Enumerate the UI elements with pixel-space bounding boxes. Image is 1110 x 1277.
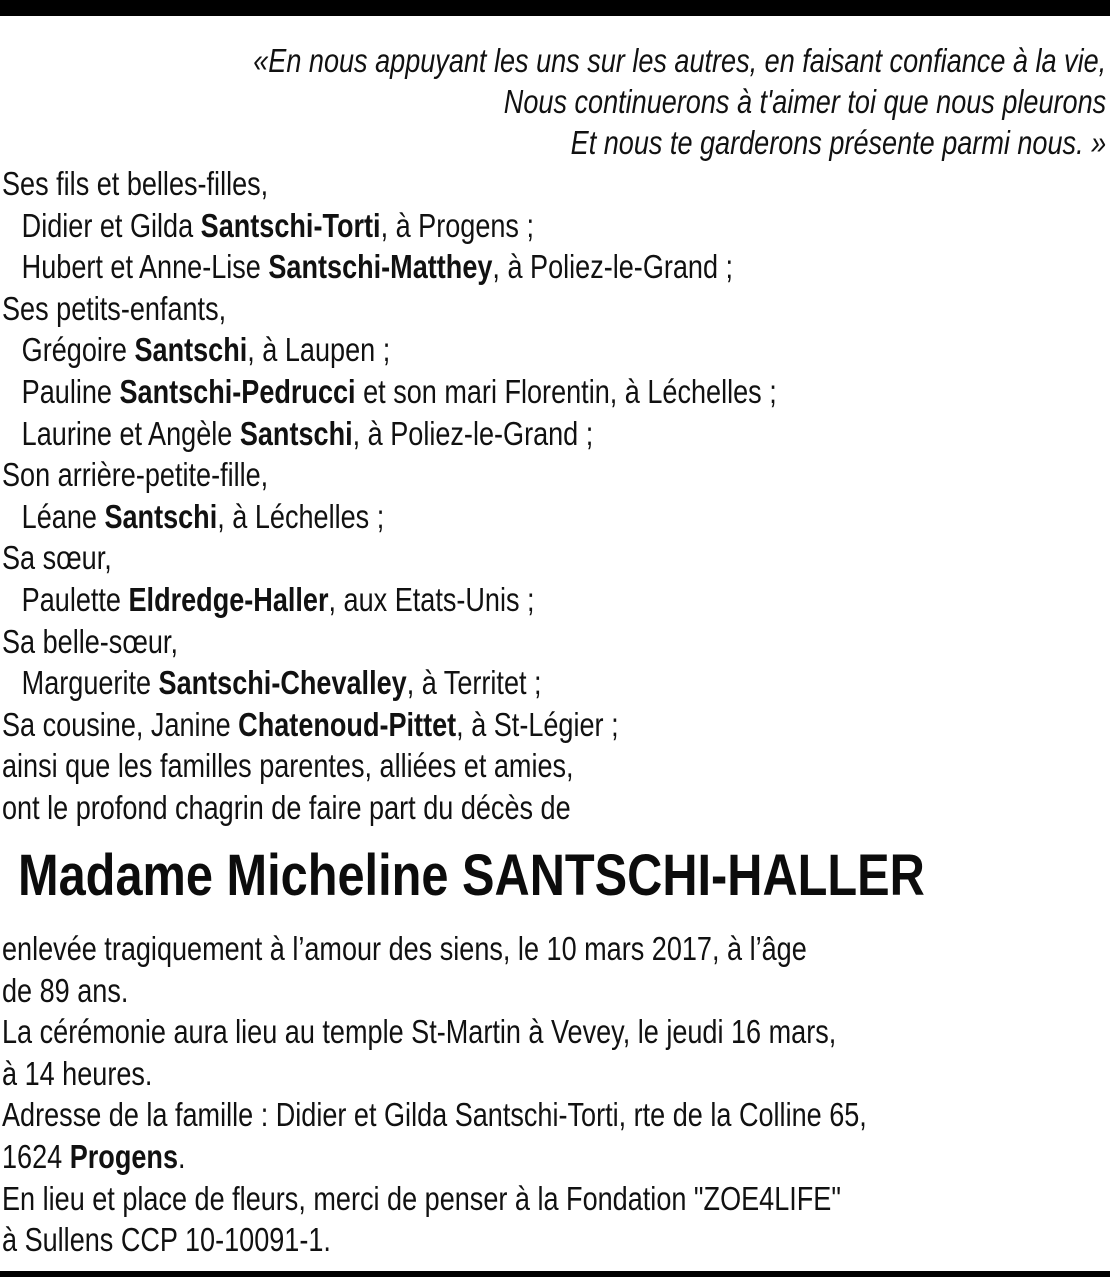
postal-code: 1624 — [2, 1137, 70, 1175]
member-location: , à Poliez-le-Grand ; — [492, 248, 734, 286]
details-line — [2, 1136, 867, 1178]
member-location: , aux Etats-Unis ; — [328, 580, 535, 618]
member-location: , à Léchelles ; — [217, 497, 385, 535]
member-first-names: Pauline — [21, 372, 120, 410]
grandchildren-heading: Ses petits-enfants, — [2, 289, 227, 327]
details-line: de 89 ans. — [2, 971, 129, 1009]
member-surname: Chatenoud-Pittet — [238, 705, 457, 743]
sister-in-law-heading: Sa belle-sœur, — [2, 622, 178, 660]
punctuation: . — [178, 1137, 186, 1175]
cousin-line — [2, 704, 777, 746]
closing-line: ainsi que les familles parentes, alliées et amies, — [2, 747, 574, 785]
deceased-name: Madame Micheline SANTSCHI-HALLER — [18, 843, 925, 908]
member-first-names: Paulette — [21, 580, 129, 618]
member-first-names: Hubert et Anne-Lise — [21, 248, 269, 286]
epigraph-quote — [253, 40, 1106, 163]
details-line: à 14 heures. — [2, 1054, 153, 1092]
member-surname: Santschi — [239, 414, 353, 452]
details-line: En lieu et place de fleurs, merci de penser à la Fondation "ZOE4LIFE" — [2, 1179, 841, 1217]
sister-heading: Sa sœur, — [2, 539, 112, 577]
town-name: Progens — [69, 1137, 179, 1175]
family-member — [2, 246, 777, 288]
member-location: , à Laupen ; — [247, 331, 391, 369]
member-surname: Eldredge-Haller — [128, 580, 329, 618]
member-surname: Santschi — [104, 497, 218, 535]
quote-line: «En nous appuyant les uns sur les autres, en faisant confiance à la vie, — [253, 42, 1106, 79]
details-line: enlevée tragiquement à l’amour des siens, le 10 mars 2017, à l’âge — [2, 930, 807, 967]
details-line: à Sullens CCP 10-10091-1. — [2, 1221, 331, 1259]
member-surname: Santschi-Matthey — [268, 248, 493, 286]
member-surname: Santschi-Torti — [200, 206, 381, 244]
member-surname: Santschi-Chevalley — [158, 664, 407, 702]
family-member — [2, 413, 777, 455]
member-location: et son mari Florentin, à Léchelles ; — [355, 372, 777, 410]
family-member — [2, 329, 777, 371]
family-list — [2, 163, 777, 829]
family-member — [2, 662, 777, 704]
family-member — [2, 579, 777, 621]
great-grandchild-heading: Son arrière-petite-fille, — [2, 456, 269, 494]
closing-line: ont le profond chagrin de faire part du décès de — [2, 788, 571, 826]
member-first-names: Grégoire — [21, 331, 135, 369]
member-location: , à Progens ; — [380, 206, 535, 244]
member-location: , à Poliez-le-Grand ; — [352, 414, 594, 452]
member-location: , à Territet ; — [406, 664, 542, 702]
bottom-rule — [0, 1271, 1110, 1277]
member-first-names: Léane — [21, 497, 105, 535]
family-member — [2, 496, 777, 538]
member-first-names: Laurine et Angèle — [21, 414, 240, 452]
family-member — [2, 205, 777, 247]
top-rule — [0, 0, 1110, 16]
details-line: La cérémonie aura lieu au temple St-Martin à Vevey, le jeudi 16 mars, — [2, 1013, 837, 1051]
family-member — [2, 371, 777, 413]
member-location: , à St-Légier ; — [456, 705, 619, 743]
sons-heading: Ses fils et belles-filles, — [2, 165, 269, 202]
member-surname: Santschi — [134, 331, 248, 369]
quote-line: Nous continuerons à t'aimer toi que nous pleurons — [503, 83, 1106, 120]
funeral-details — [2, 928, 867, 1261]
member-first-names: Didier et Gilda — [21, 206, 201, 244]
member-first-names: Marguerite — [21, 664, 159, 702]
quote-line: Et nous te garderons présente parmi nous. » — [570, 124, 1106, 161]
member-first-names: Sa cousine, Janine — [2, 705, 239, 743]
details-line: Adresse de la famille : Didier et Gilda Santschi-Torti, rte de la Colline 65, — [2, 1096, 867, 1134]
member-surname: Santschi-Pedrucci — [119, 372, 356, 410]
